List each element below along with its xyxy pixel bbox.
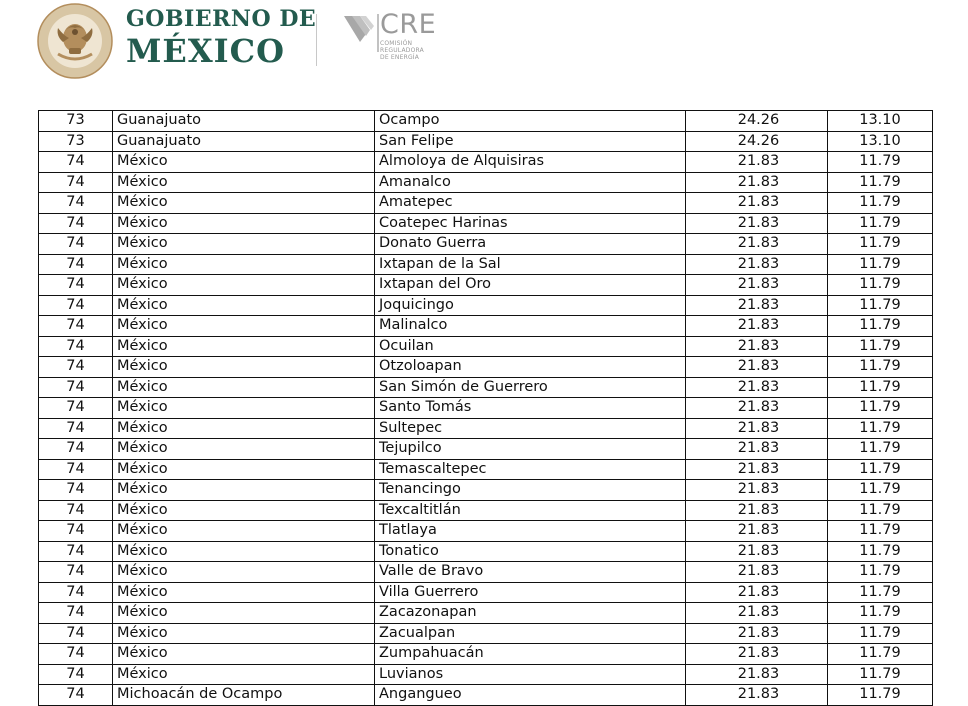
municipio-cell: Tejupilco bbox=[375, 439, 686, 460]
region-cell: 74 bbox=[39, 275, 113, 296]
table-row bbox=[39, 316, 933, 337]
estado-cell: México bbox=[113, 439, 375, 460]
municipio-cell: Coatepec Harinas bbox=[375, 213, 686, 234]
municipio-cell: Sultepec bbox=[375, 418, 686, 439]
valor2-cell: 11.79 bbox=[828, 418, 933, 439]
table-row bbox=[39, 275, 933, 296]
region-cell: 74 bbox=[39, 418, 113, 439]
municipio-cell: Ocuilan bbox=[375, 336, 686, 357]
table-row bbox=[39, 480, 933, 501]
valor2-cell: 11.79 bbox=[828, 562, 933, 583]
estado-cell: Guanajuato bbox=[113, 111, 375, 132]
cre-sub-2: REGULADORA bbox=[380, 47, 424, 54]
estado-cell: México bbox=[113, 541, 375, 562]
valor1-cell: 21.83 bbox=[686, 275, 828, 296]
estado-cell: México bbox=[113, 254, 375, 275]
valor1-cell: 21.83 bbox=[686, 336, 828, 357]
estado-cell: México bbox=[113, 336, 375, 357]
document-header bbox=[0, 0, 968, 80]
valor1-cell: 21.83 bbox=[686, 172, 828, 193]
valor1-cell: 21.83 bbox=[686, 521, 828, 542]
estado-cell: Michoacán de Ocampo bbox=[113, 685, 375, 706]
table-row bbox=[39, 562, 933, 583]
estado-cell: México bbox=[113, 521, 375, 542]
municipio-cell: Angangueo bbox=[375, 685, 686, 706]
table-row bbox=[39, 500, 933, 521]
municipio-cell: Villa Guerrero bbox=[375, 582, 686, 603]
region-cell: 74 bbox=[39, 664, 113, 685]
region-cell: 74 bbox=[39, 377, 113, 398]
region-cell: 74 bbox=[39, 603, 113, 624]
valor1-cell: 21.83 bbox=[686, 459, 828, 480]
valor2-cell: 11.79 bbox=[828, 193, 933, 214]
valor2-cell: 11.79 bbox=[828, 152, 933, 173]
table-row bbox=[39, 623, 933, 644]
estado-cell: México bbox=[113, 603, 375, 624]
estado-cell: México bbox=[113, 193, 375, 214]
valor1-cell: 21.83 bbox=[686, 664, 828, 685]
estado-cell: México bbox=[113, 480, 375, 501]
valor1-cell: 21.83 bbox=[686, 439, 828, 460]
valor2-cell: 11.79 bbox=[828, 500, 933, 521]
municipio-cell: Texcaltitlán bbox=[375, 500, 686, 521]
cre-logo-text bbox=[380, 10, 436, 61]
table-row bbox=[39, 111, 933, 132]
region-cell: 74 bbox=[39, 685, 113, 706]
valor1-cell: 21.83 bbox=[686, 213, 828, 234]
estado-cell: México bbox=[113, 316, 375, 337]
municipio-cell: Amatepec bbox=[375, 193, 686, 214]
estado-cell: México bbox=[113, 377, 375, 398]
estado-cell: México bbox=[113, 172, 375, 193]
valor1-cell: 21.83 bbox=[686, 582, 828, 603]
region-cell: 74 bbox=[39, 295, 113, 316]
municipio-cell: Joquicingo bbox=[375, 295, 686, 316]
table-row bbox=[39, 439, 933, 460]
valor2-cell: 13.10 bbox=[828, 131, 933, 152]
table-row bbox=[39, 582, 933, 603]
municipio-cell: Tonatico bbox=[375, 541, 686, 562]
estado-cell: México bbox=[113, 275, 375, 296]
estado-cell: México bbox=[113, 459, 375, 480]
estado-cell: México bbox=[113, 152, 375, 173]
table-row bbox=[39, 644, 933, 665]
region-cell: 73 bbox=[39, 131, 113, 152]
tariff-table bbox=[38, 110, 933, 706]
valor2-cell: 11.79 bbox=[828, 664, 933, 685]
municipio-cell: Malinalco bbox=[375, 316, 686, 337]
table-row bbox=[39, 398, 933, 419]
municipio-cell: Donato Guerra bbox=[375, 234, 686, 255]
estado-cell: México bbox=[113, 664, 375, 685]
municipio-cell: San Felipe bbox=[375, 131, 686, 152]
valor1-cell: 21.83 bbox=[686, 295, 828, 316]
valor2-cell: 11.79 bbox=[828, 439, 933, 460]
region-cell: 74 bbox=[39, 357, 113, 378]
region-cell: 74 bbox=[39, 459, 113, 480]
valor2-cell: 11.79 bbox=[828, 172, 933, 193]
table-row bbox=[39, 295, 933, 316]
municipio-cell: Tenancingo bbox=[375, 480, 686, 501]
mexico-coat-of-arms-seal bbox=[36, 2, 114, 80]
estado-cell: México bbox=[113, 623, 375, 644]
valor1-cell: 21.83 bbox=[686, 562, 828, 583]
valor1-cell: 21.83 bbox=[686, 685, 828, 706]
region-cell: 74 bbox=[39, 193, 113, 214]
table-row bbox=[39, 459, 933, 480]
valor2-cell: 11.79 bbox=[828, 541, 933, 562]
table-row bbox=[39, 357, 933, 378]
municipio-cell: Ocampo bbox=[375, 111, 686, 132]
region-cell: 74 bbox=[39, 623, 113, 644]
valor1-cell: 21.83 bbox=[686, 398, 828, 419]
table-row bbox=[39, 152, 933, 173]
tariff-table-body bbox=[39, 111, 933, 706]
valor2-cell: 11.79 bbox=[828, 234, 933, 255]
region-cell: 74 bbox=[39, 316, 113, 337]
region-cell: 74 bbox=[39, 480, 113, 501]
valor1-cell: 24.26 bbox=[686, 131, 828, 152]
valor2-cell: 11.79 bbox=[828, 357, 933, 378]
valor1-cell: 21.83 bbox=[686, 234, 828, 255]
estado-cell: México bbox=[113, 234, 375, 255]
valor2-cell: 11.79 bbox=[828, 623, 933, 644]
table-row bbox=[39, 377, 933, 398]
valor2-cell: 11.79 bbox=[828, 480, 933, 501]
valor1-cell: 21.83 bbox=[686, 418, 828, 439]
tariff-table-container bbox=[38, 110, 932, 706]
valor2-cell: 13.10 bbox=[828, 111, 933, 132]
valor1-cell: 21.83 bbox=[686, 480, 828, 501]
municipio-cell: Temascaltepec bbox=[375, 459, 686, 480]
municipio-cell: Tlatlaya bbox=[375, 521, 686, 542]
estado-cell: México bbox=[113, 644, 375, 665]
table-row bbox=[39, 234, 933, 255]
valor1-cell: 21.83 bbox=[686, 193, 828, 214]
municipio-cell: Santo Tomás bbox=[375, 398, 686, 419]
valor1-cell: 21.83 bbox=[686, 541, 828, 562]
municipio-cell: Zacualpan bbox=[375, 623, 686, 644]
region-cell: 73 bbox=[39, 111, 113, 132]
estado-cell: Guanajuato bbox=[113, 131, 375, 152]
municipio-cell: Ixtapan del Oro bbox=[375, 275, 686, 296]
valor1-cell: 21.83 bbox=[686, 500, 828, 521]
valor1-cell: 21.83 bbox=[686, 377, 828, 398]
valor1-cell: 21.83 bbox=[686, 357, 828, 378]
valor1-cell: 24.26 bbox=[686, 111, 828, 132]
table-row bbox=[39, 541, 933, 562]
table-row bbox=[39, 603, 933, 624]
estado-cell: México bbox=[113, 295, 375, 316]
region-cell: 74 bbox=[39, 582, 113, 603]
valor2-cell: 11.79 bbox=[828, 398, 933, 419]
region-cell: 74 bbox=[39, 336, 113, 357]
municipio-cell: Zacazonapan bbox=[375, 603, 686, 624]
estado-cell: México bbox=[113, 398, 375, 419]
valor1-cell: 21.83 bbox=[686, 603, 828, 624]
cre-sub-3: DE ENERGÍA bbox=[380, 54, 420, 61]
municipio-cell: San Simón de Guerrero bbox=[375, 377, 686, 398]
region-cell: 74 bbox=[39, 541, 113, 562]
region-cell: 74 bbox=[39, 562, 113, 583]
table-row bbox=[39, 193, 933, 214]
table-row bbox=[39, 521, 933, 542]
valor2-cell: 11.79 bbox=[828, 316, 933, 337]
header-divider bbox=[316, 14, 317, 66]
region-cell: 74 bbox=[39, 398, 113, 419]
valor2-cell: 11.79 bbox=[828, 685, 933, 706]
municipio-cell: Zumpahuacán bbox=[375, 644, 686, 665]
gov-line1: GOBIERNO DE bbox=[126, 6, 317, 32]
valor1-cell: 21.83 bbox=[686, 152, 828, 173]
region-cell: 74 bbox=[39, 152, 113, 173]
valor2-cell: 11.79 bbox=[828, 336, 933, 357]
cre-sub-1: COMISIÓN bbox=[380, 40, 413, 47]
region-cell: 74 bbox=[39, 500, 113, 521]
valor2-cell: 11.79 bbox=[828, 459, 933, 480]
valor2-cell: 11.79 bbox=[828, 644, 933, 665]
table-row bbox=[39, 254, 933, 275]
valor1-cell: 21.83 bbox=[686, 254, 828, 275]
region-cell: 74 bbox=[39, 521, 113, 542]
valor2-cell: 11.79 bbox=[828, 582, 933, 603]
table-row bbox=[39, 685, 933, 706]
valor2-cell: 11.79 bbox=[828, 213, 933, 234]
region-cell: 74 bbox=[39, 234, 113, 255]
region-cell: 74 bbox=[39, 439, 113, 460]
table-row bbox=[39, 336, 933, 357]
table-row bbox=[39, 213, 933, 234]
estado-cell: México bbox=[113, 562, 375, 583]
valor2-cell: 11.79 bbox=[828, 254, 933, 275]
region-cell: 74 bbox=[39, 254, 113, 275]
table-row bbox=[39, 172, 933, 193]
table-row bbox=[39, 664, 933, 685]
valor2-cell: 11.79 bbox=[828, 521, 933, 542]
estado-cell: México bbox=[113, 500, 375, 521]
valor2-cell: 11.79 bbox=[828, 603, 933, 624]
valor1-cell: 21.83 bbox=[686, 623, 828, 644]
estado-cell: México bbox=[113, 582, 375, 603]
region-cell: 74 bbox=[39, 172, 113, 193]
valor1-cell: 21.83 bbox=[686, 316, 828, 337]
municipio-cell: Almoloya de Alquisiras bbox=[375, 152, 686, 173]
gov-line2: MÉXICO bbox=[126, 32, 285, 70]
municipio-cell: Ixtapan de la Sal bbox=[375, 254, 686, 275]
estado-cell: México bbox=[113, 357, 375, 378]
table-row bbox=[39, 131, 933, 152]
valor1-cell: 21.83 bbox=[686, 644, 828, 665]
gobierno-de-mexico-logo bbox=[126, 6, 317, 70]
valor2-cell: 11.79 bbox=[828, 295, 933, 316]
region-cell: 74 bbox=[39, 213, 113, 234]
municipio-cell: Luvianos bbox=[375, 664, 686, 685]
municipio-cell: Otzoloapan bbox=[375, 357, 686, 378]
cre-name: CRE bbox=[380, 9, 437, 40]
valor2-cell: 11.79 bbox=[828, 377, 933, 398]
table-row bbox=[39, 418, 933, 439]
cre-chevron-logo-icon bbox=[342, 12, 382, 52]
region-cell: 74 bbox=[39, 644, 113, 665]
estado-cell: México bbox=[113, 418, 375, 439]
valor2-cell: 11.79 bbox=[828, 275, 933, 296]
estado-cell: México bbox=[113, 213, 375, 234]
municipio-cell: Amanalco bbox=[375, 172, 686, 193]
municipio-cell: Valle de Bravo bbox=[375, 562, 686, 583]
